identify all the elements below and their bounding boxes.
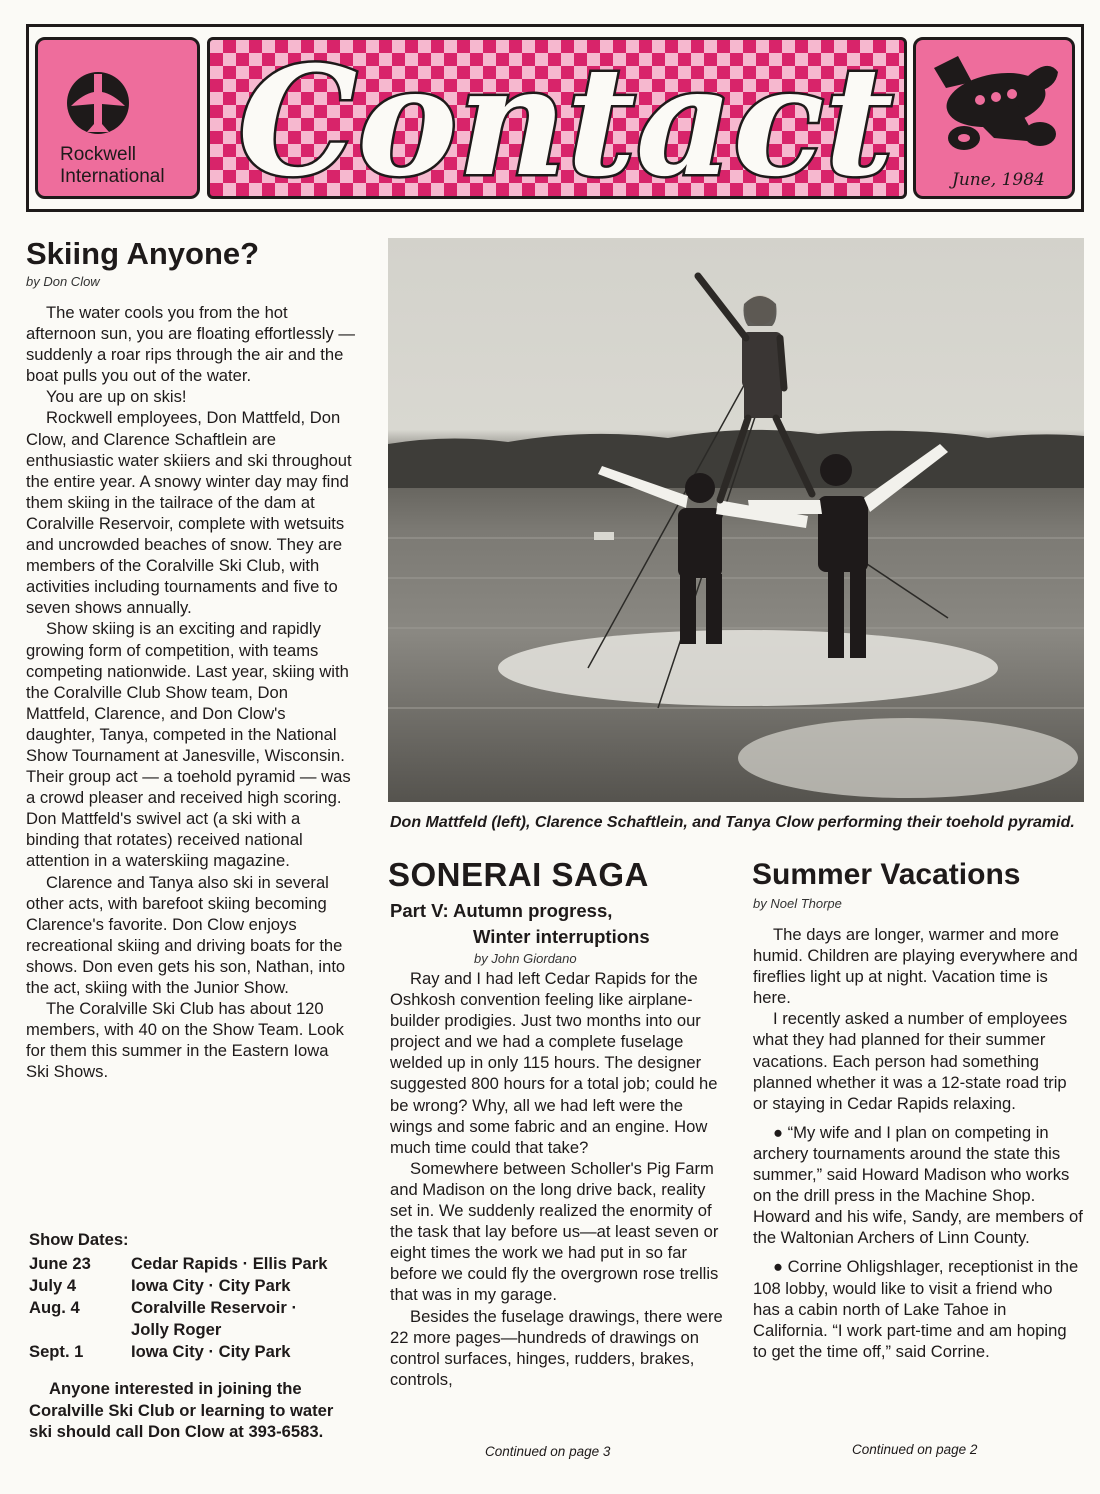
skiing-paragraph: The Coralville Ski Club has about 120 members, with 40 on the Show Team. Look for them this summer in the Eastern Iowa Ski Shows. (26, 999, 344, 1082)
show-date: Aug. 4 (29, 1298, 80, 1317)
masthead (26, 24, 1084, 212)
skiing-byline: by Don Clow (26, 274, 100, 289)
water-ski-photo (388, 238, 1084, 802)
show-place: Cedar Rapids · Ellis Park (131, 1254, 328, 1273)
vacations-paragraph: ● “My wife and I plan on competing in archery tournaments around the state this summer,” said Howard Madison who works on the drill press in the Machine Shop. Howard and his wife, Sandy, are members of the Waltonian Archers of Linn County. (753, 1122, 1083, 1248)
show-dates-label: Show Dates: (29, 1230, 129, 1249)
sonerai-paragraph: Besides the fuselage drawings, there were 22 more pages—hundreds of drawings on control surfaces, hinges, rudders, brakes, controls, (390, 1306, 723, 1389)
logo-panel (35, 37, 200, 199)
cartoon-airplane-icon (924, 48, 1064, 166)
title-lettering (210, 40, 904, 196)
vacations-paragraph: The days are longer, warmer and more humid. Children are playing everywhere and fireflies light up at night. Vacation time is here. (753, 925, 1078, 1008)
skiing-paragraph: You are up on skis! (46, 387, 187, 407)
show-date-row (29, 1319, 327, 1341)
show-place: Jolly Roger (131, 1320, 222, 1339)
show-date (29, 1319, 131, 1341)
closing-paragraph: Anyone interested in joining the Coralville Ski Club or learning to water ski should call Don Clow at 393-6583. (29, 1379, 334, 1441)
skiing-article-body (26, 302, 356, 1082)
sonerai-byline: by John Giordano (474, 951, 577, 966)
sonerai-paragraph: Ray and I had left Cedar Rapids for the Oshkosh convention feeling like airplane-builder prodigies. Just two months into our project and we had a complete fuselage welded up in only 115 hours. The designer suggested 800 hours for a total job; could he be wrong? Why, all we had left were the wings and some fabric and an engine. How much time could that take? (390, 969, 718, 1157)
show-place: Iowa City · City Park (131, 1342, 291, 1361)
sonerai-subhead-2: Winter interruptions (473, 926, 650, 947)
show-date-row (29, 1275, 327, 1297)
show-date-row (29, 1341, 327, 1363)
sonerai-continued: Continued on page 3 (485, 1444, 611, 1459)
show-place: Coralville Reservoir · (131, 1298, 298, 1317)
title-panel (207, 37, 907, 199)
show-date: June 23 (29, 1254, 91, 1273)
rockwell-logo-icon (65, 70, 131, 136)
brand-line-2: International (60, 166, 165, 187)
masthead-title: Contact (238, 40, 894, 196)
sonerai-headline: SONERAI SAGA (388, 856, 649, 893)
sonerai-paragraph: Somewhere between Scholler's Pig Farm and Madison on the long drive back, reality set in. We suddenly realized the enormity of the task that lay before us—at least seven or eight times the work we had put in so far before we could fly the overgrown rose trellis that was in my garage. (390, 1158, 719, 1305)
skiing-headline: Skiing Anyone? (26, 236, 260, 271)
vacations-headline: Summer Vacations (752, 858, 1021, 891)
vacations-continued: Continued on page 2 (852, 1442, 978, 1457)
vacations-paragraph: ● Corrine Ohligshlager, receptionist in the 108 lobby, would like to visit a friend who has a cabin north of Lake Tahoe in California. “I work part-time and am hoping to get the time off,” said Corrine. (753, 1257, 1079, 1361)
issue-date: June, 1984 (952, 170, 1045, 190)
plane-panel (913, 37, 1075, 199)
show-dates (29, 1229, 327, 1363)
sonerai-subhead-1: Part V: Autumn progress, (390, 900, 613, 921)
skiing-paragraph: Show skiing is an exciting and rapidly growing form of competition, with teams competing nationwide. Last year, skiing with the Coralville Club Show team, Don Mattfeld, Clarence, and Don Clow's daughter, Tanya, competed in the National Show Tournament at Janesville, Wisconsin. Their group act — a toehold pyramid — was a crowd pleaser and received high scoring. Don Mattfeld's swivel act (a ski with a binding that rotates) received national attention in a waterskiing magazine. (26, 619, 351, 871)
photo-caption: Don Mattfeld (left), Clarence Schaftlein, and Tanya Clow performing their toehold pyramid. (390, 814, 1075, 831)
vacations-byline: by Noel Thorpe (753, 896, 842, 911)
skiing-paragraph: Rockwell employees, Don Mattfeld, Don Clow, and Clarence Schaftlein are enthusiastic water skiiers and ski throughout the entire year. A snowy winter day may find them skiing in the tailrace of the dam at Coralville Reservoir, complete with wetsuits and uncrowded beaches of snow. They are members of the Coralville Ski Club, with activities including tournaments and five to seven shows annually. (26, 408, 352, 618)
show-date: Sept. 1 (29, 1342, 84, 1361)
show-date: July 4 (29, 1276, 77, 1295)
vacations-article-body (753, 924, 1083, 1362)
brand-line-1: Rockwell (60, 144, 137, 165)
sonerai-article-body (390, 968, 726, 1390)
show-date-row (29, 1253, 327, 1275)
skiing-paragraph: The water cools you from the hot afternoon sun, you are floating effortlessly — suddenly a roar rips through the air and the boat pulls you out of the water. (26, 303, 355, 386)
vacations-paragraph: I recently asked a number of employees what they had planned for their summer vacations. Each person had something planned whether it was a 12-state road trip or staying in Cedar Rapids relaxing. (753, 1009, 1068, 1113)
show-place: Iowa City · City Park (131, 1276, 291, 1295)
show-date-row (29, 1297, 327, 1319)
skiing-paragraph: Clarence and Tanya also ski in several other acts, with barefoot skiing becoming Clarence's favorite. Don Clow enjoys recreational skiing and driving boats for the shows. Don even gets his son, Nathan, into the act, skiing with the Junior Show. (26, 872, 346, 997)
skiing-closing-note (29, 1378, 349, 1443)
